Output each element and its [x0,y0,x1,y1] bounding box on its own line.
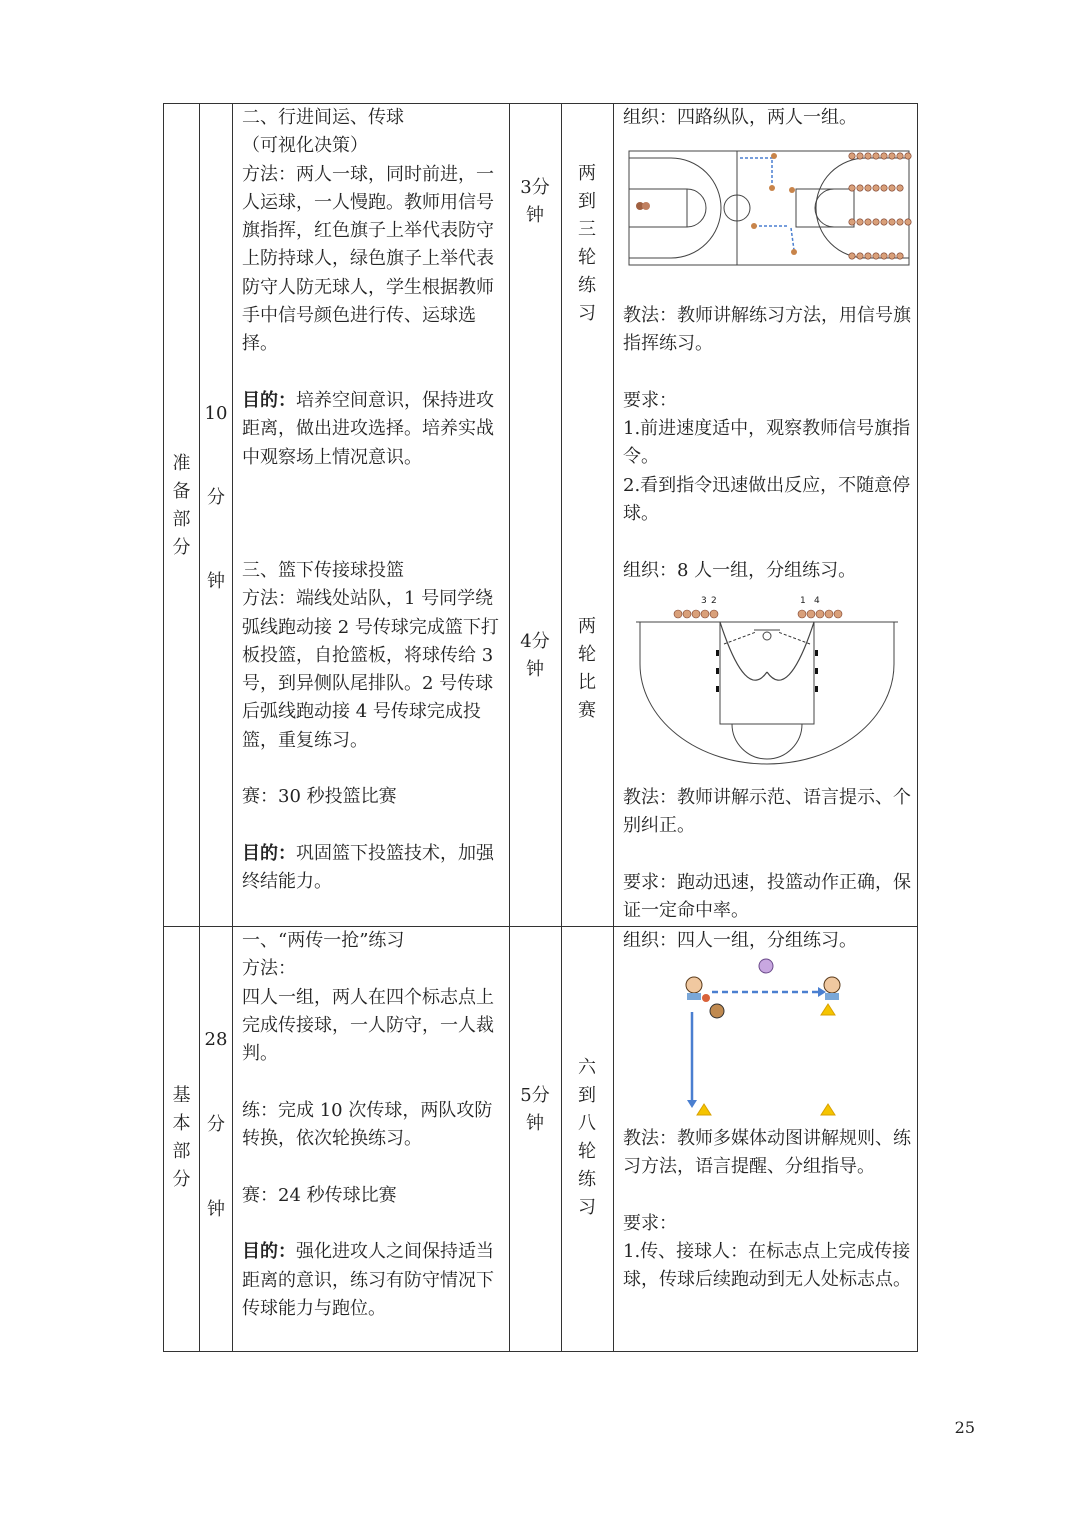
method-body: 端线处站队，1 号同学绕弧线跑动接 2 号传球完成篮下打板投篮，自抢篮板，将球传给 3 号，到异侧队尾排队。2 号传球后弧线跑动接 4 号传球完成投篮，重复练习。 [242,588,499,751]
player-number-label: 1 [800,596,806,606]
req-item: 2.看到指令迅速做出反应，不随意停球。 [623,474,911,525]
goal-text [242,1238,502,1323]
content-cell-drill-2 [242,104,502,472]
practice-text: 练：完成 10 次传球，两队攻防转换，依次轮换练习。 [242,1099,493,1150]
half-court-diagram [636,592,898,772]
drill-subtitle: （可视化决策） [242,135,368,157]
req-cell-drill-2 [623,302,911,585]
player-number-label: 3 [701,596,707,606]
section-label: 基本部分 [172,1085,191,1190]
req-cell-basic-1 [623,1125,911,1295]
drill-duration: 3分钟 [520,177,550,226]
drill-rounds: 两到三轮练习 [578,163,596,324]
goal-text [242,840,502,897]
full-court-diagram [626,146,918,270]
goal-label: 目的： [242,389,296,411]
drill-title: 一、“两传一抢”练习 [242,930,405,951]
match-text: 赛：24 秒传球比赛 [242,1184,397,1206]
req-text: 要求：跑动迅速，投篮动作正确，保证一定命中率。 [623,871,911,922]
player-number-label: 4 [814,596,820,606]
drill-rounds: 两轮比赛 [578,616,596,721]
req-cell-drill-3 [623,784,911,925]
col-divider [561,103,562,1351]
org-cell-drill-2 [623,104,911,132]
req-item: 1.传、接球人：在标志点上完成传接球，传球后续跑动到无人处标志点。 [623,1241,911,1291]
org-text: 组织：四人一组，分组练习。 [623,930,857,951]
player-number-label: 2 [711,596,717,606]
method-label: 方法： [242,958,296,980]
method-label: 方法： [242,163,296,185]
goal-label: 目的： [242,842,296,864]
goal-body: 强化进攻人之间保持适当距离的意识，练习有防守情况下传球能力与跑位。 [242,1241,494,1319]
passing-square-diagram [676,954,846,1120]
col-divider [509,103,510,1351]
req-label: 要求： [623,1212,677,1234]
col-divider [613,103,614,1351]
page-number: 25 [954,1418,975,1437]
content-cell-basic-1 [242,927,502,1323]
goal-body: 巩固篮下投篮技术，加强终结能力。 [242,842,494,893]
goal-text [242,387,502,472]
org-cell-basic-1 [623,927,911,955]
req-item: 1.前进速度适中，观察教师信号旗指令。 [623,418,911,468]
section-duration: 28分钟 [204,1029,228,1220]
method-text [242,161,502,359]
org-text: 组织：8 人一组，分组练习。 [623,559,857,581]
goal-label: 目的： [242,1241,296,1263]
req-label: 要求： [623,389,677,411]
org-text: 组织：四路纵队，两人一组。 [623,107,857,128]
drill-title: 三、篮下传接球投篮 [242,560,404,581]
section-duration: 10分钟 [204,403,228,592]
section-label: 准备部分 [172,453,191,558]
method-body: 两人一球，同时前进，一人运球，一人慢跑。教师用信号旗指挥，红色旗子上举代表防守上防持球人，绿色旗子上举代表防守人防无球人，学生根据教师手中信号颜色进行传、运球选择。 [242,163,494,355]
drill-title: 二、行进间运、传球 [242,107,404,128]
content-cell-drill-3 [242,557,502,897]
drill-duration: 5分钟 [520,1085,550,1134]
goal-body: 培养空间意识，保持进攻距离，做出进攻选择。培养实战中观察场上情况意识。 [242,389,494,468]
teach-text: 教法：教师讲解练习方法，用信号旗指挥练习。 [623,305,911,355]
teach-text: 教法：教师多媒体动图讲解规则、练习方法，语言提醒、分组指导。 [623,1128,911,1178]
drill-duration: 4分钟 [520,631,550,680]
method-body: 四人一组，两人在四个标志点上完成传接球，一人防守，一人裁判。 [242,986,494,1065]
col-divider [232,103,233,1351]
teach-text: 教法：教师讲解示范、语言提示、个别纠正。 [623,787,911,837]
match-text: 赛：30 秒投篮比赛 [242,786,397,808]
drill-rounds: 六到八轮练习 [578,1057,596,1218]
method-label: 方法： [242,588,296,610]
method-text [242,585,502,755]
